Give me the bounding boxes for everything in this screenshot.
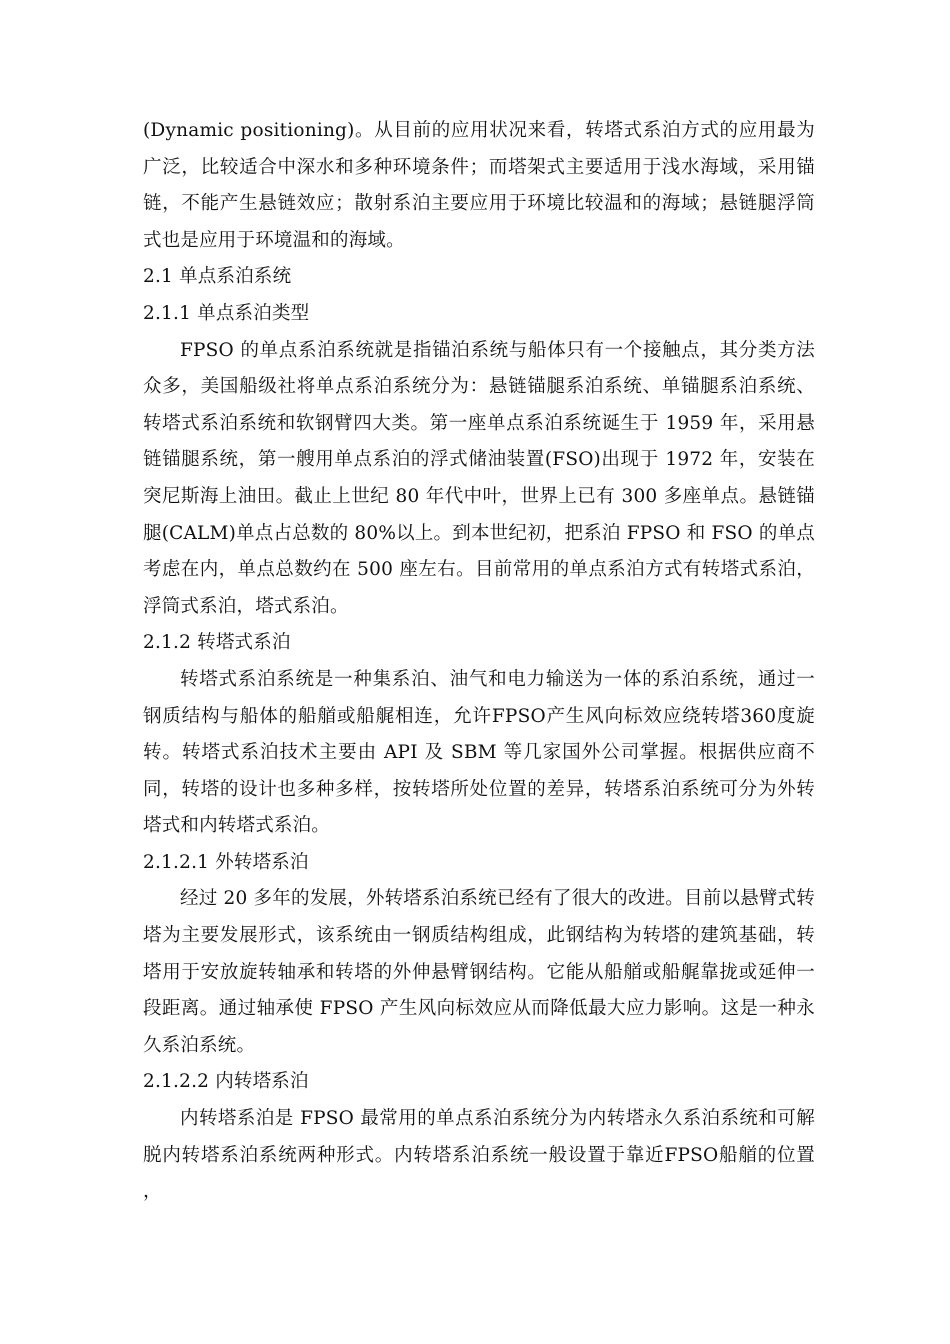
section-heading-2-1-1: 2.1.1 单点系泊类型 <box>143 302 310 324</box>
section-heading-2-1-2-2: 2.1.2.2 内转塔系泊 <box>143 1071 309 1093</box>
section-heading-2-1-2: 2.1.2 转塔式系泊 <box>143 632 291 654</box>
paragraph-intro-continued: (Dynamic positioning)。从目前的应用状况来看，转塔式系泊方式的应用最为广泛，比较适合中深水和多种环境条件；而塔架式主要适用于浅水海域，采用锚链，不能产生悬链效应；散射系泊主要应用于环境比较温和的海域；悬链腿浮筒式也是应用于环境温和的海域。 <box>143 120 815 251</box>
document-body <box>143 113 815 1211</box>
paragraph-external-turret: 经过 20 多年的发展，外转塔系泊系统已经有了很大的改进。目前以悬臂式转塔为主要发展形式，该系统由一钢质结构组成，此钢结构为转塔的建筑基础，转塔用于安放旋转轴承和转塔的外伸悬臂钢结构。它能从船艏或船艉靠拢或延伸一段距离。通过轴承使 FPSO 产生风向标效应从而降低最大应力影响。这是一种永久系泊系统。 <box>143 888 815 1056</box>
paragraph-internal-turret: 内转塔系泊是 FPSO 最常用的单点系泊系统分为内转塔永久系泊系统和可解脱内转塔系泊系统两种形式。内转塔系泊系统一般设置于靠近FPSO船艏的位置 ， <box>143 1108 815 1203</box>
section-heading-2-1: 2.1 单点系泊系统 <box>143 266 292 288</box>
paragraph-turret-mooring: 转塔式系泊系统是一种集系泊、油气和电力输送为一体的系泊系统，通过一钢质结构与船体的船艏或船艉相连，允许FPSO产生风向标效应绕转塔360度旋转。转塔式系泊技术主要由 API 及 SBM 等几家国外公司掌握。根据供应商不同，转塔的设计也多种多样，按转塔所处位置的差异，转塔系泊系统可分为外转塔式和内转塔式系泊。 <box>143 668 815 837</box>
paragraph-single-point-mooring-types: FPSO 的单点系泊系统就是指锚泊系统与船体只有一个接触点，其分类方法众多，美国船级社将单点系泊系统分为：悬链锚腿系泊系统、单锚腿系泊系统、转塔式系泊系统和软钢臂四大类。第一座单点系泊系统诞生于 1959 年，采用悬链锚腿系统，第一艘用单点系泊的浮式储油装置(FSO)出现于 1972 年，安装在突尼斯海上油田。截止上世纪 80 年代中叶，世界上已有 300 多座单点。悬链锚腿(CALM)单点占总数的 80%以上。到本世纪初，把系泊 FPSO 和 FSO 的单点考虑在内，单点总数约在 500 座左右。目前常用的单点系泊方式有转塔式系泊，浮筒式系泊，塔式系泊。 <box>143 339 815 617</box>
section-heading-2-1-2-1: 2.1.2.1 外转塔系泊 <box>143 851 309 873</box>
